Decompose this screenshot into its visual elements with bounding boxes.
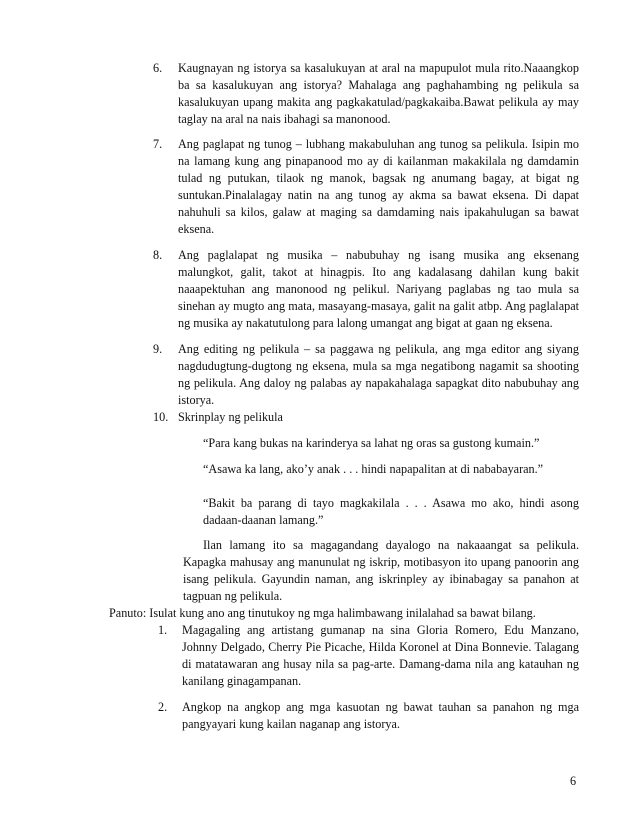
- dialogue-quote: “Bakit ba parang di tayo magkakilala . . . Asawa mo ako, hindi asong dadaan-daanan lamang.”: [203, 496, 579, 527]
- exercise-text: Magagaling ang artistang gumanap na sina Gloria Romero, Edu Manzano, Johnny Delgado, Cherry Pie Picache, Hilda Koronel at Dina Bonnevie. Talagang di matatawaran ang husay nila sa pag-arte. Damang-dama nila ang katauhan ng kanilang ginagampanan.: [182, 623, 579, 688]
- item-text: Ang paglalapat ng musika – nabubuhay ng isang musika ang eksenang malungkot, galit, takot at hinagpis. Ito ang kadalasang dahilan kung bakit naaapektuhan ang manonood ng pelikul. Nariyang paglabas ng tao mula sa sinehan ay mugto ang mata, masayang-masaya, galit na galit atbp. Ang paglalapat ng musika ay nakatutulong para lalong umangat ang bigat at gaan ng eksena.: [178, 248, 579, 330]
- item-text: Skrinplay ng pelikula: [178, 410, 283, 424]
- exercise-number: 1.: [158, 623, 168, 637]
- dialogue-quote: “Para kang bukas na karinderya sa lahat ng oras sa gustong kumain.”: [203, 436, 540, 450]
- item-number: 6.: [153, 61, 163, 75]
- closing-paragraph: Ilan lamang ito sa magagandang dayalogo na nakaaangat sa pelikula. Kapagka mahusay ang manunulat ng iskrip, motibasyon ito upang panoorin ang isang pelikula. Gayundin naman, ang iskrinpley ay ibinabagay sa panahon at tagpuan ng pelikula.: [183, 538, 579, 603]
- item-number: 10.: [153, 410, 169, 424]
- item-text: Kaugnayan ng istorya sa kasalukuyan at aral na mapupulot mula rito.Naaangkop ba sa kasalukuyan ang istorya? Mahalaga ang paghahambing ng pelikula sa kasalukuyan upang makita ang pagkakatulad/pagkakaiba.Bawat pelikula ay may taglay na aral na nais ibahagi sa manonood.: [178, 61, 579, 126]
- page-number: 6: [570, 774, 577, 788]
- exercise-number: 2.: [158, 700, 168, 714]
- item-number: 9.: [153, 342, 163, 356]
- item-text: Ang paglapat ng tunog – lubhang makabuluhan ang tunog sa pelikula. Isipin mo na lamang kung ang pinapanood mo ay di kailanman makakilala ng damdamin tulad ng putukan, tilaok ng manok, bagsak ng anumang bagay, at bigat ng suntukan.Pinalalagay natin na ang tunog ay akma sa bawat eksena. Di dapat nahuhuli sa kilos, galaw at maging sa damdaming nais ipakahulugan sa bawat eksena.: [178, 137, 579, 236]
- dialogue-quote: “Asawa ka lang, ako’y anak . . . hindi napapalitan at di nababayaran.”: [203, 462, 544, 476]
- item-number: 8.: [153, 248, 163, 262]
- instruction-line: Panuto: Isulat kung ano ang tinutukoy ng mga halimbawang inilalahad sa bawat bilang.: [109, 606, 536, 620]
- item-text: Ang editing ng pelikula – sa paggawa ng pelikula, ang mga editor ang siyang nagdudugtung-dugtong ng eksena, mula sa mga negatibong nagamit sa shooting ng pelikula. Ang daloy ng palabas ay napakahalaga sapagkat dito nabubuhay ang istorya.: [178, 342, 579, 407]
- item-number: 7.: [153, 137, 163, 151]
- exercise-text: Angkop na angkop ang mga kasuotan ng bawat tauhan sa panahon ng mga pangyayari kung kailan naganap ang istorya.: [182, 700, 579, 731]
